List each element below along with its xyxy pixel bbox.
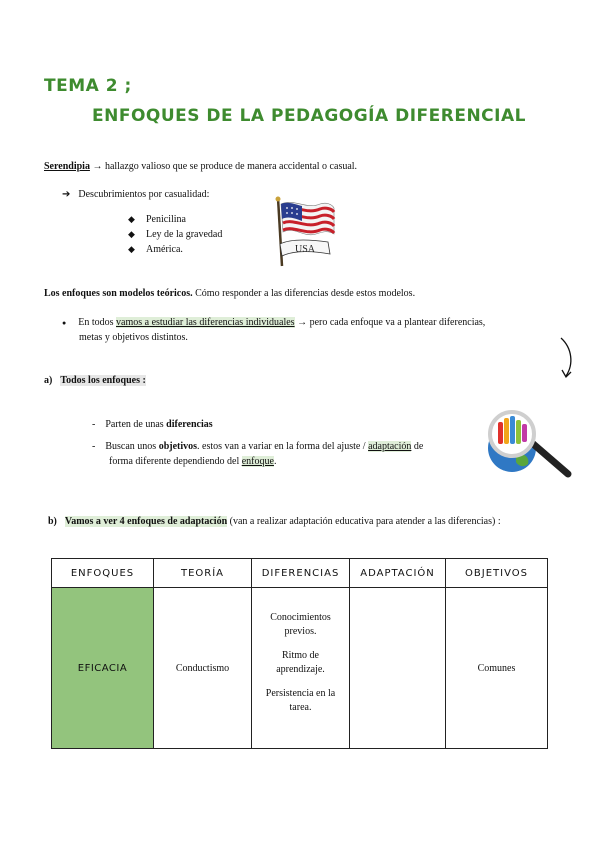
- enfoque-cell: EFICACIA: [52, 588, 154, 749]
- column-header: ADAPTACIÓN: [350, 559, 446, 588]
- discoveries-heading: [62, 188, 209, 202]
- column-header: DIFERENCIAS: [252, 559, 350, 588]
- column-header: TEORÍA: [154, 559, 252, 588]
- arrow-bullet-icon: ➔: [62, 189, 71, 200]
- objetivos-cell: Comunes: [446, 588, 548, 749]
- serendipia-term: Serendipia: [44, 161, 90, 172]
- bullet-paragraph: ● En todos vamos a estudiar las diferencias individuales → pero cada enfoque va a plantear diferencias,: [62, 317, 486, 328]
- globe-magnifier-image: [478, 404, 578, 480]
- arrow-icon: →: [92, 161, 103, 172]
- diferencias-cell: [252, 588, 350, 749]
- models-bold: Los enfoques son modelos teóricos.: [44, 288, 193, 299]
- adaptacion-cell: [350, 588, 446, 749]
- usa-flag-image: [272, 196, 338, 268]
- list-item: ◆ América.: [128, 244, 183, 255]
- table-header-row: [52, 559, 548, 588]
- page-title-topic: TEMA 2 ;: [44, 76, 132, 96]
- bullet-paragraph-line2: metas y objetivos distintos.: [79, 332, 188, 343]
- diferencia-item: Ritmo de aprendizaje.: [276, 650, 325, 675]
- bullet-icon: ●: [62, 319, 67, 327]
- column-header: ENFOQUES: [52, 559, 154, 588]
- section-b-heading: b) Vamos a ver 4 enfoques de adaptación (van a realizar adaptación educativa para atender a las diferencias) :: [48, 516, 501, 527]
- serendipia-definition: hallazgo valioso que se produce de manera accidental o casual.: [102, 161, 358, 172]
- highlight-text: vamos a estudiar las diferencias individuales: [116, 317, 295, 328]
- table-row: [52, 588, 548, 749]
- enfoques-table: [51, 558, 548, 749]
- diferencia-item: Persistencia en la tarea.: [265, 688, 336, 713]
- curved-arrow-icon: [556, 336, 578, 384]
- page-title: ENFOQUES DE LA PEDAGOGÍA DIFERENCIAL: [92, 106, 526, 126]
- discoveries-list: [128, 212, 222, 257]
- models-paragraph: [44, 287, 415, 301]
- section-a-item: - Buscan unos objetivos. estos van a variar en la forma del ajuste / adaptación de: [92, 441, 424, 452]
- section-a-heading: a) Todos los enfoques :: [44, 375, 146, 386]
- discoveries-label: Descubrimientos por casualidad:: [78, 189, 210, 200]
- serendipia-line: [44, 160, 357, 174]
- list-item: ◆ Ley de la gravedad: [128, 229, 223, 240]
- usa-label: USA: [294, 244, 316, 255]
- teoria-cell: Conductismo: [154, 588, 252, 749]
- section-a-item-line2: forma diferente dependiendo del enfoque.: [109, 456, 277, 467]
- list-item: ◆ Penicilina: [128, 214, 186, 225]
- diamond-bullet-icon: ◆: [128, 214, 135, 224]
- column-header: OBJETIVOS: [446, 559, 548, 588]
- diferencia-item: Conocimientos previos.: [270, 612, 331, 637]
- diamond-bullet-icon: ◆: [128, 229, 135, 239]
- models-rest: Cómo responder a las diferencias desde estos modelos.: [192, 288, 416, 299]
- diamond-bullet-icon: ◆: [128, 244, 135, 254]
- section-a-item: - Parten de unas diferencias: [92, 419, 213, 430]
